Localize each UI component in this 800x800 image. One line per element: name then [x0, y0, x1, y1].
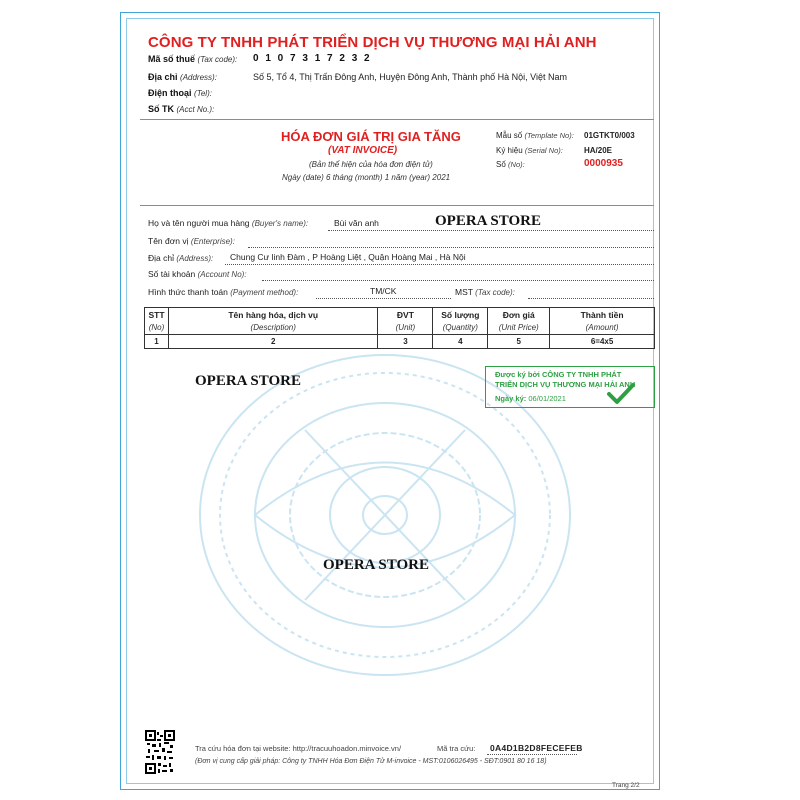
number-label: Số (No): — [496, 160, 525, 169]
provider-note: (Đơn vị cung cấp giải pháp: Công ty TNHH Hóa Đơn Điện Tử M-invoice - MST:0106026495 - SĐT:0901 80 16 18) — [195, 758, 547, 765]
payment-method: TM/CK — [370, 286, 397, 296]
buyer-tax-line — [528, 298, 654, 299]
payment-line — [316, 298, 451, 299]
header-unit-en: (Unit) — [378, 321, 433, 335]
col-number: 5 — [488, 335, 550, 349]
watermark-top: OPERA STORE — [435, 213, 542, 229]
qr-code-icon — [145, 730, 175, 774]
table-header-row — [145, 308, 655, 322]
company-name: CÔNG TY TNHH PHÁT TRIỂN DỊCH VỤ THƯƠNG MẠI HẢI ANH — [148, 34, 597, 51]
buyer-name: Bùi văn anh — [334, 218, 379, 228]
signature-date: Ngày ký: 06/01/2021 — [495, 394, 566, 403]
lookup-code-label: Mã tra cứu: — [437, 744, 476, 753]
invoice-date: Ngày (date) 6 tháng (month) 1 năm (year) 2021 — [282, 173, 451, 182]
col-number: 3 — [378, 335, 433, 349]
header-unit-price-en: (Unit Price) — [488, 321, 550, 335]
invoice-note: (Bản thể hiện của hóa đơn điện tử) — [309, 160, 433, 169]
header-description: Tên hàng hóa, dịch vụ — [168, 308, 377, 322]
page-number: Trang 2/2 — [612, 782, 640, 789]
lookup-code-line — [487, 754, 577, 755]
template-label: Mẫu số (Template No): — [496, 131, 574, 140]
header-unit: ĐVT — [378, 308, 433, 322]
checkmark-icon — [606, 382, 636, 406]
tax-code-value: 0 1 0 7 3 1 7 2 3 2 — [253, 53, 372, 64]
header-amount: Thành tiền — [550, 308, 655, 322]
signature-line2: TRIỂN DỊCH VỤ THƯƠNG MẠI HẢI ANH — [495, 380, 636, 389]
buyer-tax-label: MST (Tax code): — [455, 287, 515, 297]
serial-label: Ký hiệu (Serial No): — [496, 146, 563, 155]
watermark-middle: OPERA STORE — [195, 373, 302, 389]
header-stt-en: (No) — [145, 321, 169, 335]
header-divider — [140, 119, 654, 120]
invoice-title: HÓA ĐƠN GIÁ TRỊ GIA TĂNG — [281, 129, 461, 144]
watermark-bottom: OPERA STORE — [323, 557, 430, 573]
buyer-address: Chung Cư linh Đàm , P Hoàng Liệt , Quận Hoàng Mai , Hà Nội — [230, 252, 466, 262]
buyer-divider — [140, 205, 654, 206]
header-description-en: (Description) — [168, 321, 377, 335]
account-no-line — [262, 280, 654, 281]
col-number: 4 — [433, 335, 488, 349]
payment-label: Hình thức thanh toán (Payment method): — [148, 287, 299, 297]
table-header-en-row — [145, 321, 655, 335]
buyer-name-label: Họ và tên người mua hàng (Buyer's name): — [148, 218, 309, 228]
account-no-label: Số tài khoản (Account No): — [148, 269, 247, 279]
header-amount-en: (Amount) — [550, 321, 655, 335]
buyer-address-label: Địa chỉ (Address): — [148, 253, 214, 263]
lookup-website: Tra cứu hóa đơn tại website: http://tracuuhoadon.minvoice.vn/ — [195, 744, 402, 753]
signature-line1: Được ký bởi CÔNG TY TNHH PHÁT — [495, 370, 622, 379]
phone-label: Điện thoại (Tel): — [148, 88, 212, 98]
header-stt: STT — [145, 308, 169, 322]
buyer-name-line — [328, 230, 654, 231]
invoice-subtitle: (VAT INVOICE) — [328, 145, 398, 156]
lookup-code: 0A4D1B2D8FECEFEB — [490, 743, 583, 753]
items-table — [144, 307, 655, 349]
company-address-label: Địa chỉ (Address): — [148, 72, 217, 82]
col-number: 2 — [168, 335, 377, 349]
enterprise-label: Tên đơn vị (Enterprise): — [148, 236, 235, 246]
tax-code-label: Mã số thuế (Tax code): — [148, 54, 238, 64]
serial-no: HA/20E — [584, 146, 613, 155]
header-unit-price: Đơn giá — [488, 308, 550, 322]
account-label: Số TK (Acct No.): — [148, 104, 215, 114]
header-quantity: Số lượng — [433, 308, 488, 322]
col-number: 1 — [145, 335, 169, 349]
header-quantity-en: (Quantity) — [433, 321, 488, 335]
buyer-address-line — [225, 264, 654, 265]
company-address: Số 5, Tổ 4, Thị Trấn Đông Anh, Huyện Đông Anh, Thành phố Hà Nội, Việt Nam — [253, 72, 568, 82]
template-no: 01GTKT0/003 — [584, 131, 635, 140]
col-number: 6=4x5 — [550, 335, 655, 349]
invoice-number: 0000935 — [584, 158, 623, 169]
enterprise-line — [248, 247, 654, 248]
table-number-row — [145, 335, 655, 349]
